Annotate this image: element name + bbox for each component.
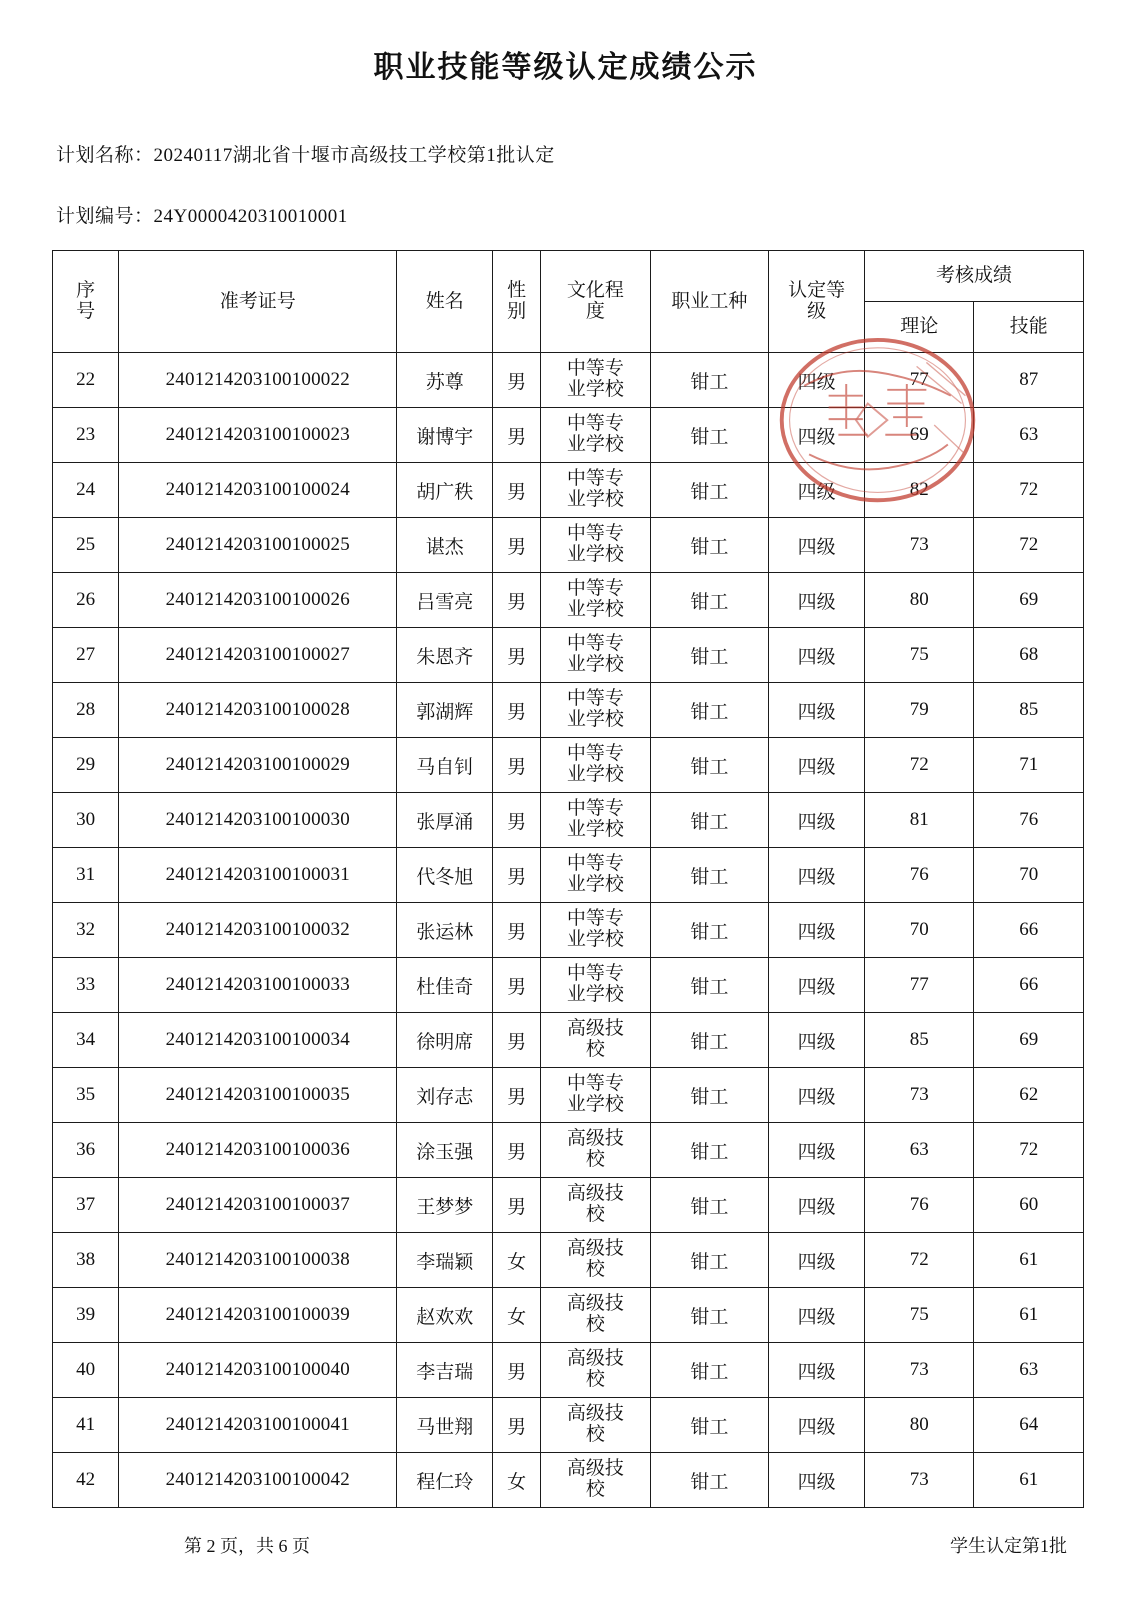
cell-education: 高级技 校 xyxy=(541,1178,650,1233)
cell-education: 中等专 业学校 xyxy=(541,353,650,408)
cell-theory: 73 xyxy=(864,1453,973,1508)
cell-gender: 男 xyxy=(493,1013,541,1068)
cell-job: 钳工 xyxy=(650,463,769,518)
header-ticket: 准考证号 xyxy=(119,251,397,353)
cell-job: 钳工 xyxy=(650,903,769,958)
header-score-theory: 理论 xyxy=(864,302,973,353)
cell-index: 23 xyxy=(53,408,119,463)
cell-job: 钳工 xyxy=(650,1343,769,1398)
cell-education: 中等专 业学校 xyxy=(541,408,650,463)
cell-theory: 82 xyxy=(864,463,973,518)
cell-index: 40 xyxy=(53,1343,119,1398)
cell-gender: 男 xyxy=(493,1068,541,1123)
cell-level: 四级 xyxy=(769,1013,865,1068)
cell-ticket: 2401214203100100026 xyxy=(119,573,397,628)
cell-name: 代冬旭 xyxy=(397,848,493,903)
table-row xyxy=(53,903,1084,958)
cell-education: 中等专 业学校 xyxy=(541,1068,650,1123)
table-row xyxy=(53,1233,1084,1288)
table-row xyxy=(53,1013,1084,1068)
cell-index: 33 xyxy=(53,958,119,1013)
cell-theory: 76 xyxy=(864,1178,973,1233)
cell-index: 34 xyxy=(53,1013,119,1068)
cell-index: 30 xyxy=(53,793,119,848)
cell-name: 李瑞颖 xyxy=(397,1233,493,1288)
cell-level: 四级 xyxy=(769,353,865,408)
cell-ticket: 2401214203100100031 xyxy=(119,848,397,903)
cell-job: 钳工 xyxy=(650,353,769,408)
cell-education: 高级技 校 xyxy=(541,1343,650,1398)
table-row xyxy=(53,1398,1084,1453)
cell-name: 徐明席 xyxy=(397,1013,493,1068)
cell-index: 25 xyxy=(53,518,119,573)
cell-index: 24 xyxy=(53,463,119,518)
header-level: 认定等 级 xyxy=(769,251,865,353)
cell-ticket: 2401214203100100029 xyxy=(119,738,397,793)
table-body xyxy=(53,353,1084,1508)
cell-skill: 72 xyxy=(974,463,1084,518)
cell-ticket: 2401214203100100030 xyxy=(119,793,397,848)
cell-theory: 77 xyxy=(864,958,973,1013)
table-row xyxy=(53,848,1084,903)
cell-ticket: 2401214203100100037 xyxy=(119,1178,397,1233)
table-row xyxy=(53,1068,1084,1123)
cell-ticket: 2401214203100100024 xyxy=(119,463,397,518)
cell-name: 杜佳奇 xyxy=(397,958,493,1013)
cell-index: 26 xyxy=(53,573,119,628)
cell-level: 四级 xyxy=(769,518,865,573)
header-education: 文化程 度 xyxy=(541,251,650,353)
cell-skill: 69 xyxy=(974,573,1084,628)
cell-job: 钳工 xyxy=(650,958,769,1013)
cell-theory: 75 xyxy=(864,1288,973,1343)
table-row xyxy=(53,518,1084,573)
cell-skill: 68 xyxy=(974,628,1084,683)
cell-ticket: 2401214203100100028 xyxy=(119,683,397,738)
cell-skill: 61 xyxy=(974,1288,1084,1343)
cell-education: 高级技 校 xyxy=(541,1288,650,1343)
cell-skill: 76 xyxy=(974,793,1084,848)
cell-name: 谌杰 xyxy=(397,518,493,573)
cell-job: 钳工 xyxy=(650,628,769,683)
cell-index: 29 xyxy=(53,738,119,793)
cell-index: 39 xyxy=(53,1288,119,1343)
cell-gender: 男 xyxy=(493,903,541,958)
cell-index: 35 xyxy=(53,1068,119,1123)
table-row xyxy=(53,1453,1084,1508)
table-row xyxy=(53,573,1084,628)
table-row xyxy=(53,463,1084,518)
cell-theory: 73 xyxy=(864,518,973,573)
cell-job: 钳工 xyxy=(650,1398,769,1453)
cell-name: 张厚涌 xyxy=(397,793,493,848)
plan-name-value: 20240117湖北省十堰市高级技工学校第1批认定 xyxy=(153,145,555,166)
batch-info: 学生认定第1批 xyxy=(950,1536,1067,1556)
cell-ticket: 2401214203100100040 xyxy=(119,1343,397,1398)
cell-theory: 79 xyxy=(864,683,973,738)
cell-job: 钳工 xyxy=(650,738,769,793)
cell-job: 钳工 xyxy=(650,848,769,903)
cell-skill: 64 xyxy=(974,1398,1084,1453)
cell-education: 中等专 业学校 xyxy=(541,518,650,573)
cell-level: 四级 xyxy=(769,1398,865,1453)
cell-job: 钳工 xyxy=(650,1068,769,1123)
cell-theory: 73 xyxy=(864,1343,973,1398)
cell-index: 37 xyxy=(53,1178,119,1233)
cell-skill: 66 xyxy=(974,958,1084,1013)
cell-name: 王梦梦 xyxy=(397,1178,493,1233)
plan-code-value: 24Y0000420310010001 xyxy=(153,206,348,227)
cell-name: 涂玉强 xyxy=(397,1123,493,1178)
cell-gender: 男 xyxy=(493,738,541,793)
cell-name: 谢博宇 xyxy=(397,408,493,463)
cell-name: 胡广秩 xyxy=(397,463,493,518)
page-number: 第 2 页，共 6 页 xyxy=(184,1536,310,1556)
cell-job: 钳工 xyxy=(650,793,769,848)
cell-theory: 63 xyxy=(864,1123,973,1178)
cell-gender: 男 xyxy=(493,793,541,848)
cell-theory: 80 xyxy=(864,1398,973,1453)
cell-skill: 85 xyxy=(974,683,1084,738)
cell-skill: 72 xyxy=(974,1123,1084,1178)
table-row xyxy=(53,1288,1084,1343)
cell-skill: 72 xyxy=(974,518,1084,573)
cell-theory: 72 xyxy=(864,1233,973,1288)
cell-gender: 女 xyxy=(493,1288,541,1343)
cell-level: 四级 xyxy=(769,738,865,793)
cell-gender: 男 xyxy=(493,1123,541,1178)
cell-education: 高级技 校 xyxy=(541,1123,650,1178)
table-row xyxy=(53,1123,1084,1178)
cell-ticket: 2401214203100100023 xyxy=(119,408,397,463)
cell-level: 四级 xyxy=(769,958,865,1013)
cell-gender: 男 xyxy=(493,1178,541,1233)
header-name: 姓名 xyxy=(397,251,493,353)
cell-ticket: 2401214203100100039 xyxy=(119,1288,397,1343)
cell-theory: 77 xyxy=(864,353,973,408)
cell-job: 钳工 xyxy=(650,1013,769,1068)
cell-theory: 75 xyxy=(864,628,973,683)
cell-theory: 81 xyxy=(864,793,973,848)
header-score-group: 考核成绩 xyxy=(864,251,1083,302)
cell-index: 27 xyxy=(53,628,119,683)
cell-theory: 70 xyxy=(864,903,973,958)
cell-gender: 男 xyxy=(493,518,541,573)
table-row xyxy=(53,738,1084,793)
cell-level: 四级 xyxy=(769,628,865,683)
cell-skill: 70 xyxy=(974,848,1084,903)
cell-education: 高级技 校 xyxy=(541,1013,650,1068)
cell-skill: 71 xyxy=(974,738,1084,793)
cell-gender: 男 xyxy=(493,408,541,463)
cell-name: 李吉瑞 xyxy=(397,1343,493,1398)
cell-name: 马世翔 xyxy=(397,1398,493,1453)
plan-name-label: 计划名称： xyxy=(56,145,154,166)
cell-name: 马自钊 xyxy=(397,738,493,793)
cell-job: 钳工 xyxy=(650,408,769,463)
cell-education: 中等专 业学校 xyxy=(541,628,650,683)
cell-level: 四级 xyxy=(769,1178,865,1233)
cell-gender: 男 xyxy=(493,353,541,408)
cell-education: 中等专 业学校 xyxy=(541,903,650,958)
cell-gender: 男 xyxy=(493,1398,541,1453)
cell-skill: 61 xyxy=(974,1453,1084,1508)
cell-level: 四级 xyxy=(769,408,865,463)
cell-job: 钳工 xyxy=(650,1123,769,1178)
table-row xyxy=(53,793,1084,848)
cell-name: 吕雪亮 xyxy=(397,573,493,628)
header-gender: 性 别 xyxy=(493,251,541,353)
page-footer xyxy=(0,1532,1131,1558)
cell-level: 四级 xyxy=(769,1233,865,1288)
grades-table xyxy=(52,250,1084,1508)
header-index: 序 号 xyxy=(53,251,119,353)
cell-education: 高级技 校 xyxy=(541,1233,650,1288)
table-row xyxy=(53,683,1084,738)
cell-index: 42 xyxy=(53,1453,119,1508)
cell-gender: 男 xyxy=(493,958,541,1013)
cell-level: 四级 xyxy=(769,1288,865,1343)
cell-name: 赵欢欢 xyxy=(397,1288,493,1343)
table-row xyxy=(53,628,1084,683)
cell-skill: 60 xyxy=(974,1178,1084,1233)
cell-level: 四级 xyxy=(769,463,865,518)
cell-name: 郭湖辉 xyxy=(397,683,493,738)
cell-education: 高级技 校 xyxy=(541,1453,650,1508)
cell-skill: 63 xyxy=(974,1343,1084,1398)
header-job: 职业工种 xyxy=(650,251,769,353)
cell-ticket: 2401214203100100034 xyxy=(119,1013,397,1068)
cell-skill: 61 xyxy=(974,1233,1084,1288)
cell-skill: 87 xyxy=(974,353,1084,408)
cell-level: 四级 xyxy=(769,793,865,848)
cell-job: 钳工 xyxy=(650,1288,769,1343)
cell-education: 中等专 业学校 xyxy=(541,738,650,793)
cell-gender: 男 xyxy=(493,1343,541,1398)
plan-name-line xyxy=(48,140,1083,167)
cell-education: 高级技 校 xyxy=(541,1398,650,1453)
header-score-skill: 技能 xyxy=(974,302,1084,353)
plan-code-label: 计划编号： xyxy=(56,206,154,227)
cell-level: 四级 xyxy=(769,903,865,958)
cell-level: 四级 xyxy=(769,1453,865,1508)
cell-ticket: 2401214203100100033 xyxy=(119,958,397,1013)
cell-level: 四级 xyxy=(769,683,865,738)
cell-job: 钳工 xyxy=(650,683,769,738)
cell-ticket: 2401214203100100032 xyxy=(119,903,397,958)
cell-theory: 76 xyxy=(864,848,973,903)
cell-theory: 85 xyxy=(864,1013,973,1068)
cell-skill: 69 xyxy=(974,1013,1084,1068)
cell-ticket: 2401214203100100027 xyxy=(119,628,397,683)
cell-job: 钳工 xyxy=(650,1453,769,1508)
cell-gender: 男 xyxy=(493,848,541,903)
cell-job: 钳工 xyxy=(650,573,769,628)
table-row xyxy=(53,958,1084,1013)
cell-gender: 男 xyxy=(493,683,541,738)
cell-skill: 62 xyxy=(974,1068,1084,1123)
cell-ticket: 2401214203100100025 xyxy=(119,518,397,573)
cell-theory: 69 xyxy=(864,408,973,463)
cell-job: 钳工 xyxy=(650,1233,769,1288)
table-header xyxy=(53,251,1084,353)
cell-index: 32 xyxy=(53,903,119,958)
cell-level: 四级 xyxy=(769,1343,865,1398)
plan-code-line xyxy=(48,201,1083,228)
cell-job: 钳工 xyxy=(650,1178,769,1233)
table-row xyxy=(53,408,1084,463)
cell-education: 中等专 业学校 xyxy=(541,683,650,738)
cell-gender: 女 xyxy=(493,1233,541,1288)
cell-gender: 女 xyxy=(493,1453,541,1508)
cell-ticket: 2401214203100100036 xyxy=(119,1123,397,1178)
cell-index: 38 xyxy=(53,1233,119,1288)
cell-theory: 80 xyxy=(864,573,973,628)
cell-ticket: 2401214203100100038 xyxy=(119,1233,397,1288)
cell-name: 苏尊 xyxy=(397,353,493,408)
cell-level: 四级 xyxy=(769,573,865,628)
cell-gender: 男 xyxy=(493,573,541,628)
cell-skill: 66 xyxy=(974,903,1084,958)
cell-gender: 男 xyxy=(493,463,541,518)
cell-index: 31 xyxy=(53,848,119,903)
table-row xyxy=(53,1178,1084,1233)
cell-skill: 63 xyxy=(974,408,1084,463)
cell-education: 中等专 业学校 xyxy=(541,958,650,1013)
cell-index: 36 xyxy=(53,1123,119,1178)
cell-ticket: 2401214203100100035 xyxy=(119,1068,397,1123)
cell-education: 中等专 业学校 xyxy=(541,848,650,903)
table-row xyxy=(53,1343,1084,1398)
cell-education: 中等专 业学校 xyxy=(541,573,650,628)
cell-index: 22 xyxy=(53,353,119,408)
table-row xyxy=(53,353,1084,408)
cell-education: 中等专 业学校 xyxy=(541,793,650,848)
cell-level: 四级 xyxy=(769,848,865,903)
cell-ticket: 2401214203100100041 xyxy=(119,1398,397,1453)
cell-name: 程仁玲 xyxy=(397,1453,493,1508)
cell-index: 41 xyxy=(53,1398,119,1453)
page-title: 职业技能等级认定成绩公示 xyxy=(373,51,758,84)
cell-index: 28 xyxy=(53,683,119,738)
cell-education: 中等专 业学校 xyxy=(541,463,650,518)
cell-gender: 男 xyxy=(493,628,541,683)
cell-job: 钳工 xyxy=(650,518,769,573)
cell-name: 刘存志 xyxy=(397,1068,493,1123)
cell-ticket: 2401214203100100042 xyxy=(119,1453,397,1508)
cell-ticket: 2401214203100100022 xyxy=(119,353,397,408)
cell-theory: 72 xyxy=(864,738,973,793)
cell-name: 朱恩齐 xyxy=(397,628,493,683)
cell-theory: 73 xyxy=(864,1068,973,1123)
cell-level: 四级 xyxy=(769,1068,865,1123)
cell-name: 张运林 xyxy=(397,903,493,958)
cell-level: 四级 xyxy=(769,1123,865,1178)
